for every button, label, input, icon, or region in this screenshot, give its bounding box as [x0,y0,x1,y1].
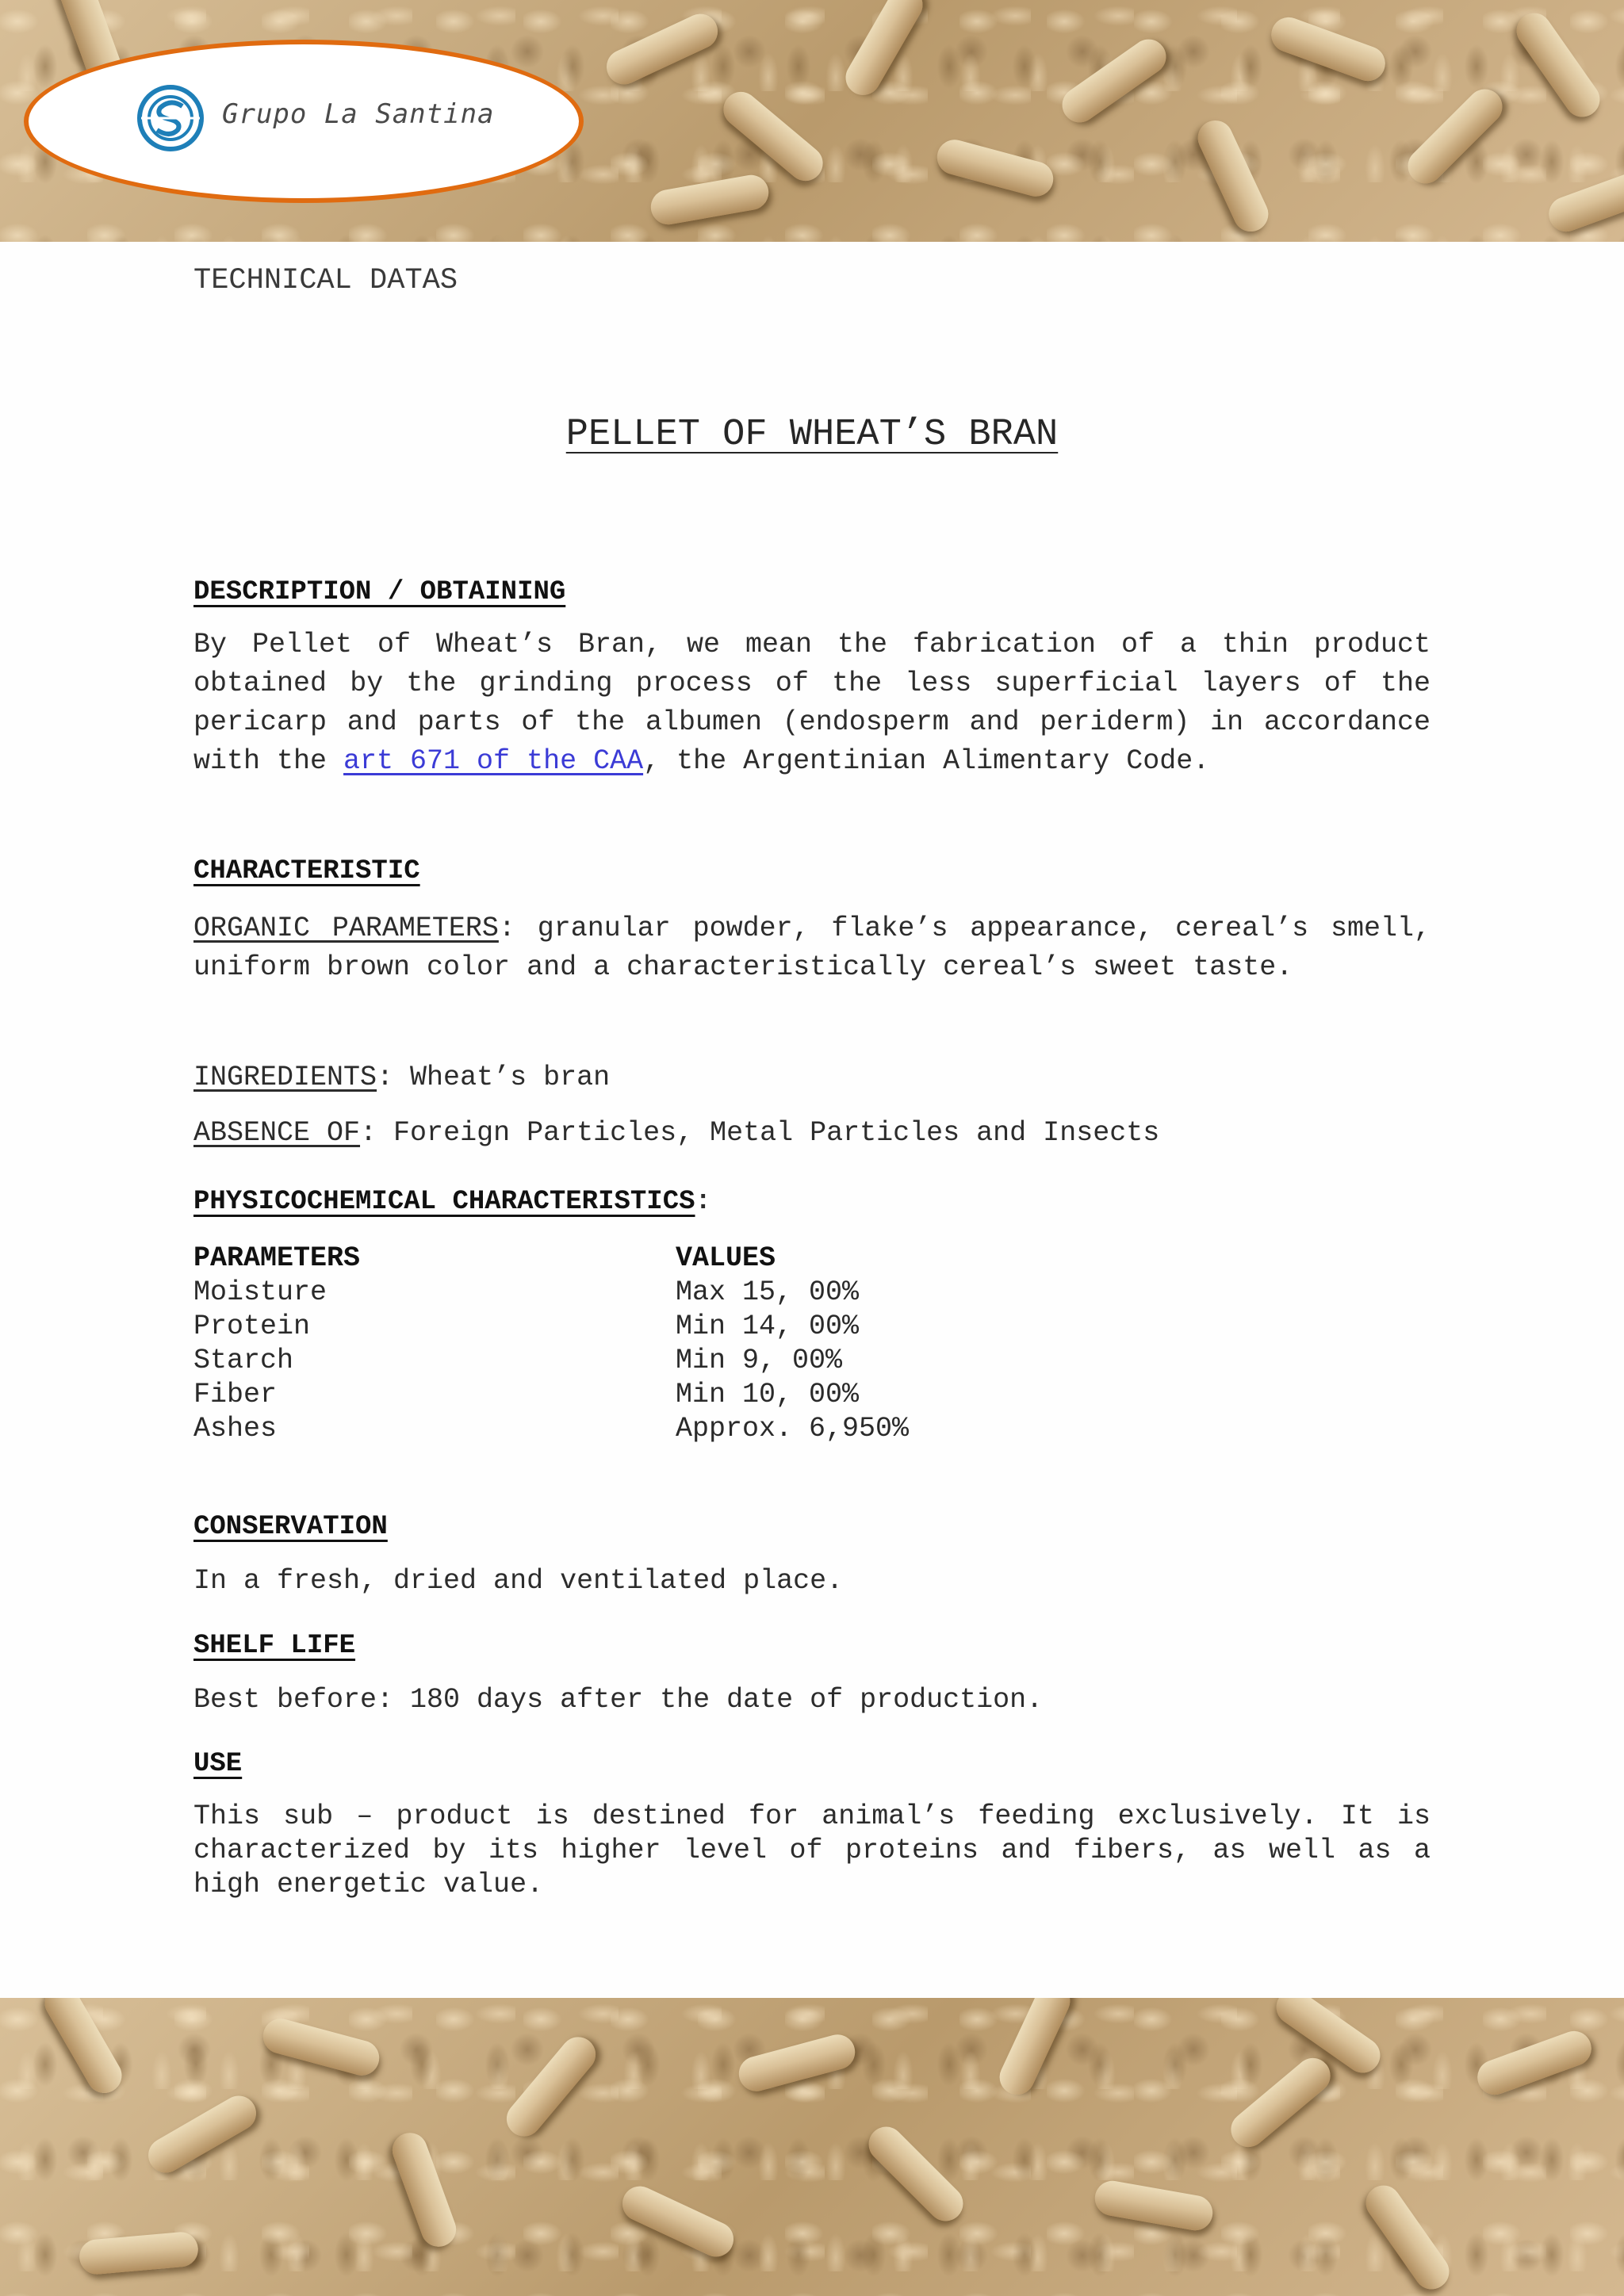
caa-article-link[interactable]: art 671 of the CAA [343,745,644,777]
description-text: By Pellet of Wheat’s Bran, we mean the fabrication of a thin product obtained by the grinding process of the less superficial layers of the pericarp and parts of the albumen (endosperm and periderm) in accordance with the [193,629,1431,777]
table-row [193,1311,1431,1345]
description-paragraph [193,626,1431,781]
column-header-parameters: PARAMETERS [193,1242,361,1274]
page-title [0,414,1624,456]
description-text-end: , the Argentinian Alimentary Code. [643,745,1210,777]
use-text: This sub – product is destined for animal’s feeding exclusively. It is characterized by its higher level of proteins and fibers, as well as a high energetic value. [193,1800,1431,1900]
description-heading: DESCRIPTION / OBTAINING [193,577,566,607]
value-cell: Min 14, 00% [676,1311,860,1342]
company-name: Grupo La Santina [222,98,495,130]
absence-text: : Foreign Particles, Metal Particles and Insects [360,1117,1160,1149]
conservation-heading: CONSERVATION [193,1512,388,1542]
parameter-cell: Moisture [193,1276,327,1308]
column-header-values: VALUES [676,1242,776,1274]
value-cell: Min 10, 00% [676,1379,860,1410]
absence-label: ABSENCE OF [193,1117,361,1149]
use-heading: USE [193,1749,243,1779]
parameter-cell: Starch [193,1345,294,1376]
value-cell: Min 9, 00% [676,1345,843,1376]
shelf-life-heading: SHELF LIFE [193,1631,356,1661]
parameter-cell: Fiber [193,1379,278,1410]
page-title-text: PELLET OF WHEAT’S BRAN [565,414,1059,456]
physicochemical-table [193,1242,1431,1447]
ingredients-text: : Wheat’s bran [377,1062,611,1093]
organic-parameters-label: ORGANIC PARAMETERS [193,913,499,944]
table-row [193,1379,1431,1413]
table-row [193,1413,1431,1447]
parameter-cell: Protein [193,1311,311,1342]
conservation-section [193,1512,1431,1542]
value-cell: Max 15, 00% [676,1276,860,1308]
table-header-row [193,1242,1431,1276]
table-row [193,1345,1431,1379]
physicochemical-heading-colon: : [695,1187,711,1217]
conservation-text: In a fresh, dried and ventilated place. [193,1565,844,1597]
physicochemical-heading: PHYSICOCHEMICAL CHARACTERISTICS [193,1187,695,1217]
shelf-life-text: Best before: 180 days after the date of production. [193,1684,1044,1716]
header-pellet-banner [0,0,1624,242]
description-section [193,577,1431,607]
ingredients-label: INGREDIENTS [193,1062,377,1093]
table-row [193,1276,1431,1311]
absence-line [193,1114,1431,1153]
organic-parameters-paragraph [193,909,1431,987]
ingredients-line [193,1058,1431,1097]
physicochemical-section [193,1187,1431,1217]
parameter-cell: Ashes [193,1413,278,1445]
characteristic-section [193,856,1431,886]
company-logo-icon [136,84,205,152]
document-kind-label: TECHNICAL DATAS [193,264,458,297]
value-cell: Approx. 6,950% [676,1413,910,1445]
shelf-life-section [193,1631,1431,1661]
use-section [193,1749,1431,1779]
footer-pellet-banner [0,1998,1624,2296]
characteristic-heading: CHARACTERISTIC [193,856,420,886]
organic-parameters-text: : granular powder, flake’s appearance, cereal’s smell, uniform brown color and a characteristically cereal’s sweet taste. [193,913,1431,983]
